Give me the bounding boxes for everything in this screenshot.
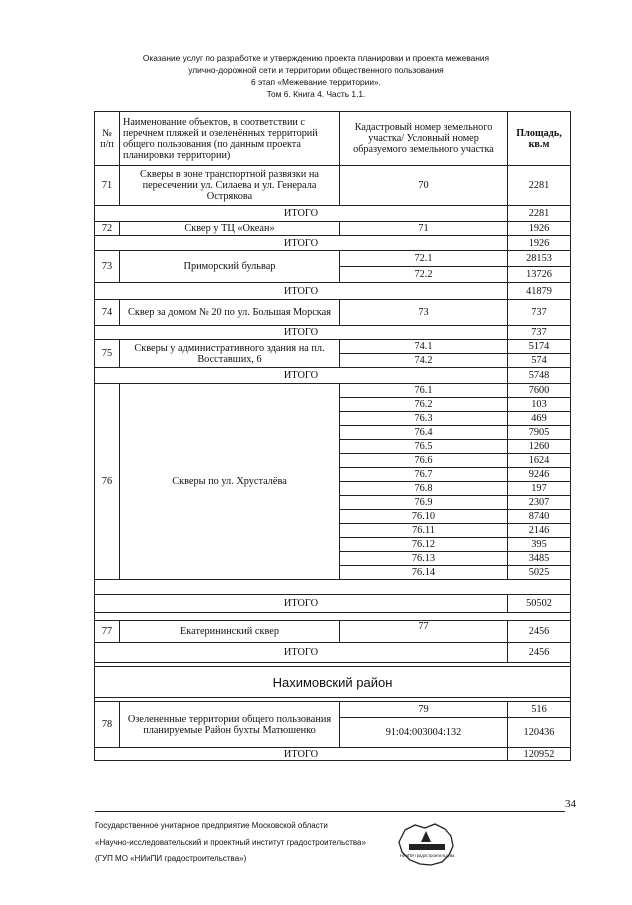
- table-row: [95, 621, 571, 643]
- row-num: 73: [95, 251, 120, 283]
- row-area: 5174: [508, 340, 571, 354]
- header-line-1: Оказание услуг по разработке и утверждению проекта планировки и проекта межевания: [142, 53, 490, 63]
- itogo-row: [95, 283, 571, 300]
- itogo-value: 1926: [508, 236, 571, 251]
- row-cadastral: 79: [340, 702, 508, 718]
- row-name: Скверы у административного здания на пл. Восставших, 6: [120, 340, 340, 368]
- itogo-value: 5748: [508, 368, 571, 384]
- row-name: Екатерининский сквер: [120, 621, 340, 643]
- row-num: 75: [95, 340, 120, 368]
- row-cadastral: 76.8: [340, 482, 508, 496]
- itogo-row: [95, 326, 571, 340]
- spacer-cell: [95, 613, 571, 621]
- table-row: [95, 251, 571, 267]
- itogo-label: ИТОГО: [95, 283, 508, 300]
- row-area: 3485: [508, 552, 571, 566]
- row-area: 1624: [508, 454, 571, 468]
- row-num: 77: [95, 621, 120, 643]
- header-line-4: Том 6. Книга 4. Часть 1.1.: [266, 89, 366, 99]
- row-name: Озелененные территории общего пользования планируемые Район бухты Матюшенко: [120, 702, 340, 748]
- spacer-row: [95, 613, 571, 621]
- row-area: 2281: [508, 166, 571, 206]
- row-cadastral: 76.4: [340, 426, 508, 440]
- row-cadastral: 76.11: [340, 524, 508, 538]
- row-cadastral: 76.1: [340, 384, 508, 398]
- row-name: Сквер за домом № 20 по ул. Большая Морская: [120, 300, 340, 326]
- row-num: 71: [95, 166, 120, 206]
- row-num: 76: [95, 384, 120, 580]
- page-number: 34: [565, 798, 576, 810]
- table-row: [95, 300, 571, 326]
- row-area: 197: [508, 482, 571, 496]
- row-num: 74: [95, 300, 120, 326]
- row-area: 5025: [508, 566, 571, 580]
- row-cadastral: 71: [340, 222, 508, 236]
- itogo-row: [95, 236, 571, 251]
- row-cadastral: 76.9: [340, 496, 508, 510]
- row-area: 2456: [508, 621, 571, 643]
- row-cadastral: 76.3: [340, 412, 508, 426]
- table-row: [95, 166, 571, 206]
- row-area: 2146: [508, 524, 571, 538]
- header-num: № п/п: [95, 112, 120, 166]
- itogo-label: ИТОГО: [95, 206, 508, 222]
- row-area: 28153: [508, 251, 571, 267]
- itogo-value: 2281: [508, 206, 571, 222]
- header-name: Наименование объектов, в соответствии с перечнем пляжей и озеленённых территорий общего пользования (по данным проекта планировки территории): [120, 112, 340, 166]
- row-cadastral: 70: [340, 166, 508, 206]
- row-area: 13726: [508, 267, 571, 283]
- footer-line-3: (ГУП МО «НИиПИ градостроительства»): [95, 854, 247, 863]
- row-cadastral: 76.5: [340, 440, 508, 454]
- header-area: Площадь, кв.м: [508, 112, 571, 166]
- row-area: 2307: [508, 496, 571, 510]
- institute-logo-icon: [395, 822, 457, 868]
- itogo-label: ИТОГО: [95, 368, 508, 384]
- row-area: 516: [508, 702, 571, 718]
- header-line-2: улично-дорожной сети и территории общественного пользования: [188, 65, 444, 75]
- row-name: Скверы по ул. Хрусталёва: [120, 384, 340, 580]
- table-header-row: [95, 112, 571, 166]
- row-cadastral: 76.13: [340, 552, 508, 566]
- table-row: [95, 222, 571, 236]
- header-cadastral: Кадастровый номер земельного участка/ Условный номер образуемого земельного участка: [340, 112, 508, 166]
- itogo-row: [95, 368, 571, 384]
- row-area: 469: [508, 412, 571, 426]
- row-area: 103: [508, 398, 571, 412]
- header-line-3: 6 этап «Межевание территории».: [251, 77, 381, 87]
- itogo-row: [95, 595, 571, 613]
- row-area: 8740: [508, 510, 571, 524]
- footer-divider: [95, 811, 565, 812]
- itogo-value: 50502: [508, 595, 571, 613]
- row-name: Приморский бульвар: [120, 251, 340, 283]
- row-cadastral: 76.10: [340, 510, 508, 524]
- itogo-row: [95, 206, 571, 222]
- row-area: 737: [508, 300, 571, 326]
- row-area: 1926: [508, 222, 571, 236]
- row-area: 7600: [508, 384, 571, 398]
- itogo-label: ИТОГО: [95, 748, 508, 761]
- row-num: 72: [95, 222, 120, 236]
- footer-line-1: Государственное унитарное предприятие Московской области: [95, 821, 328, 830]
- district-row: [95, 667, 571, 698]
- spacer-row: [95, 580, 571, 595]
- footer-line-2: «Научно-исследовательский и проектный институт градостроительства»: [95, 837, 366, 847]
- logo-text: НИиПИ градостроительства: [399, 853, 455, 858]
- itogo-label: ИТОГО: [95, 326, 508, 340]
- row-area: 395: [508, 538, 571, 552]
- spacer-cell: [95, 580, 571, 595]
- row-cadastral: 76.12: [340, 538, 508, 552]
- row-cadastral: 76.14: [340, 566, 508, 580]
- row-cadastral: 73: [340, 300, 508, 326]
- row-area: 574: [508, 354, 571, 368]
- itogo-value: 120952: [508, 748, 571, 761]
- itogo-label: ИТОГО: [95, 595, 508, 613]
- itogo-value: 2456: [508, 643, 571, 663]
- row-area: 1260: [508, 440, 571, 454]
- row-cadastral: 77: [340, 621, 508, 643]
- row-cadastral: 91:04:003004:132: [340, 718, 508, 748]
- row-cadastral: 72.2: [340, 267, 508, 283]
- document-header: [0, 52, 632, 100]
- itogo-row: [95, 748, 571, 761]
- itogo-label: ИТОГО: [95, 643, 508, 663]
- row-num: 78: [95, 702, 120, 748]
- table-row: [95, 340, 571, 354]
- itogo-row: [95, 643, 571, 663]
- row-cadastral: 76.2: [340, 398, 508, 412]
- row-cadastral: 74.2: [340, 354, 508, 368]
- row-area: 120436: [508, 718, 571, 748]
- row-cadastral: 76.6: [340, 454, 508, 468]
- table-row: [95, 702, 571, 718]
- row-name: Сквер у ТЦ «Океан»: [120, 222, 340, 236]
- itogo-label: ИТОГО: [95, 236, 508, 251]
- row-area: 9246: [508, 468, 571, 482]
- row-cadastral: 72.1: [340, 251, 508, 267]
- table-row: [95, 384, 571, 398]
- row-cadastral: 76.7: [340, 468, 508, 482]
- row-cadastral: 74.1: [340, 340, 508, 354]
- row-name: Скверы в зоне транспортной развязки на пересечении ул. Силаева и ул. Генерала Острякова: [120, 166, 340, 206]
- parks-table: [94, 111, 571, 761]
- row-area: 7905: [508, 426, 571, 440]
- district-title: Нахимовский район: [95, 667, 571, 698]
- footer: [95, 818, 366, 868]
- itogo-value: 41879: [508, 283, 571, 300]
- itogo-value: 737: [508, 326, 571, 340]
